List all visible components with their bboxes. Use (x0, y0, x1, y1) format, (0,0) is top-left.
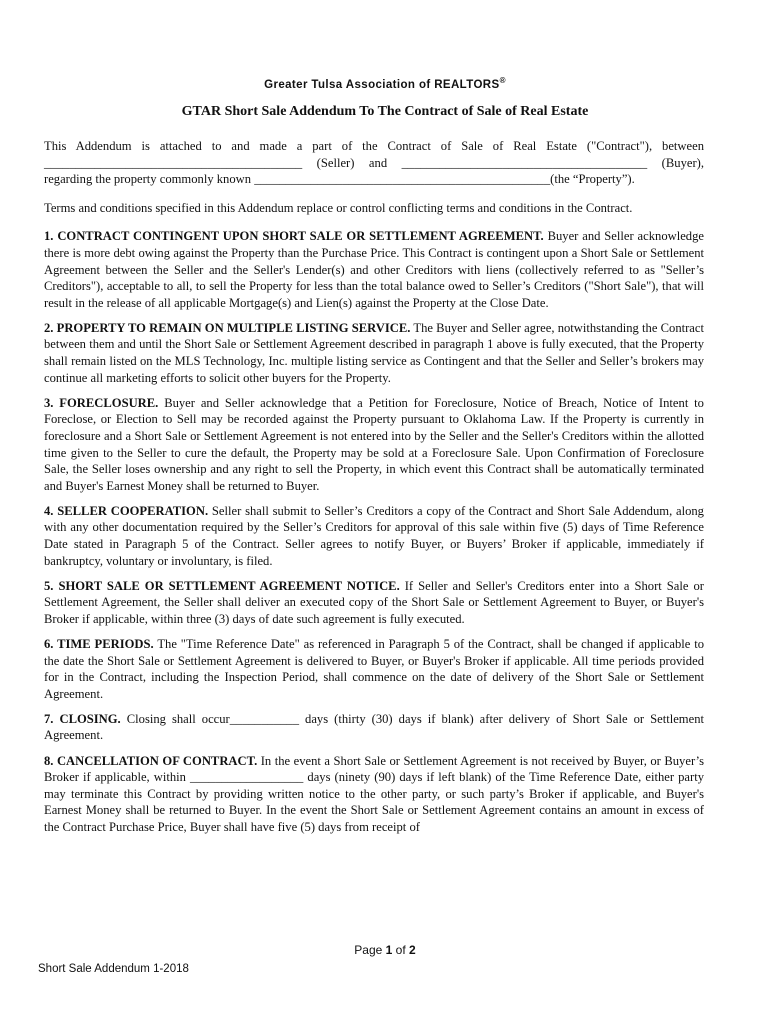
section-heading: 3. FORECLOSURE. (44, 395, 159, 410)
section-heading: 2. PROPERTY TO REMAIN ON MULTIPLE LISTING SERVICE. (44, 320, 411, 335)
section-1 (44, 228, 704, 311)
section-text: Buyer and Seller acknowledge that a Petition for Foreclosure, Notice of Breach, Notice of Intent to Foreclose, or Election to Sell may be recorded against the Property pursuant to Oklahoma Law. If the Property is currently in foreclosure and a Short Sale or Settlement Agreement is not entered into by the Seller and the Seller's Creditors within the allotted time given to the Seller to cure the default, the Property may be sold at a Foreclosure Sale. Upon Confirmation of Foreclosure Sale, the Seller loses ownership and any right to sell the Property, in which event this Contract shall be automatically terminated and Buyer's Earnest Money shall be returned to Buyer. (44, 395, 704, 493)
section-text: Closing shall occur___________ days (thirty (30) days if blank) after delivery of Short Sale or Settlement Agreement. (44, 711, 704, 743)
section-5 (44, 578, 704, 628)
registered-mark: ® (499, 76, 506, 85)
page-current: 1 (385, 943, 393, 957)
section-text: In the event a Short Sale or Settlement Agreement is not received by Buyer, or Buyer’s Broker if applicable, within __________________ days (ninety (90) days if left blank) of the Time Reference Date, either party may terminate this Contract by providing written notice to the other party, or such party’s Broker if applicable, and Buyer's Earnest Money shall be returned to Buyer. In the event the Short Sale or Settlement Agreement contains an amount in excess of the Contract Purchase Price, Buyer shall have five (5) days from receipt of (44, 753, 704, 834)
section-6 (44, 636, 704, 702)
document-id: Short Sale Addendum 1-2018 (38, 963, 189, 975)
section-text: Buyer and Seller acknowledge there is more debt owing against the Property than the Purchase Price. This Contract is contingent upon a Short Sale or Settlement Agreement between the Seller and the Seller's Lender(s) and other Creditors with liens (collectively referred to as "Seller’s Creditors"), acceptable to all, to sell the Property for less than the total balance owed to Seller’s Creditors ("Short Sale"), that will result in the release of all applicable Mortgage(s) and Lien(s) against the Property at the Close Date. (44, 229, 704, 310)
page-number (0, 943, 770, 957)
page-label: Page (354, 943, 386, 957)
section-4 (44, 503, 704, 569)
document-title: GTAR Short Sale Addendum To The Contract of Sale of Real Estate (181, 104, 589, 119)
section-7 (44, 711, 704, 744)
page-of: of (392, 943, 410, 957)
section-heading: 5. SHORT SALE OR SETTLEMENT AGREEMENT NOTICE. (44, 578, 400, 593)
page-total: 2 (409, 943, 416, 957)
organization-text: Greater Tulsa Association of REALTORS (264, 78, 500, 91)
section-8 (44, 753, 704, 836)
organization-name (0, 76, 770, 91)
section-text: Seller shall submit to Seller’s Creditors a copy of the Contract and Short Sale Addendum, along with any other documentation required by the Seller’s Creditors for approval of this sale within five (5) days of Time Reference Date stated in Paragraph 5 of the Contract. Seller agrees to notify Buyer, or Buyers’ Broker if applicable, immediately if bankruptcy, voluntary or involuntary, is filed. (44, 503, 704, 568)
document-body (44, 138, 704, 844)
section-heading: 1. CONTRACT CONTINGENT UPON SHORT SALE OR SETTLEMENT AGREEMENT. (44, 229, 544, 244)
intro-paragraph: This Addendum is attached to and made a part of the Contract of Sale of Real Estate ("Contract"), between _________________________________________ (Seller) and _______________________________________ (Buyer), regarding the property commonly known _______________________________________________(the “Property”). (44, 139, 704, 187)
section-text: The Buyer and Seller agree, notwithstanding the Contract between them and until the Short Sale or Settlement Agreement described in paragraph 1 above is fully executed, that the Property shall remain listed on the MLS Technology, Inc. multiple listing service as Contingent and that the Seller and Seller’s brokers may continue all marketing efforts to solicit other buyers for the Property. (44, 320, 704, 385)
section-text: The "Time Reference Date" as referenced in Paragraph 5 of the Contract, shall be changed if applicable to the date the Short Sale or Settlement Agreement is delivered to Buyer, or Buyer's Broker if applicable. All time periods provided for in the Contract, including the Inspection Period, shall commence on the date of delivery of the Short Sale or Settlement Agreement. (44, 636, 704, 701)
section-heading: 6. TIME PERIODS. (44, 636, 154, 651)
section-heading: 4. SELLER COOPERATION. (44, 503, 209, 518)
terms-note: Terms and conditions specified in this Addendum replace or control conflicting terms and conditions in the Contract. (44, 200, 633, 215)
section-heading: 7. CLOSING. (44, 711, 121, 726)
section-3 (44, 395, 704, 495)
section-heading: 8. CANCELLATION OF CONTRACT. (44, 753, 258, 768)
section-text: If Seller and Seller's Creditors enter into a Short Sale or Settlement Agreement, the Seller shall deliver an executed copy of the Short Sale or Settlement Agreement to Buyer, or Buyer's Broker if applicable, within three (3) days of date such agreement is fully executed. (44, 578, 704, 626)
section-2 (44, 320, 704, 386)
